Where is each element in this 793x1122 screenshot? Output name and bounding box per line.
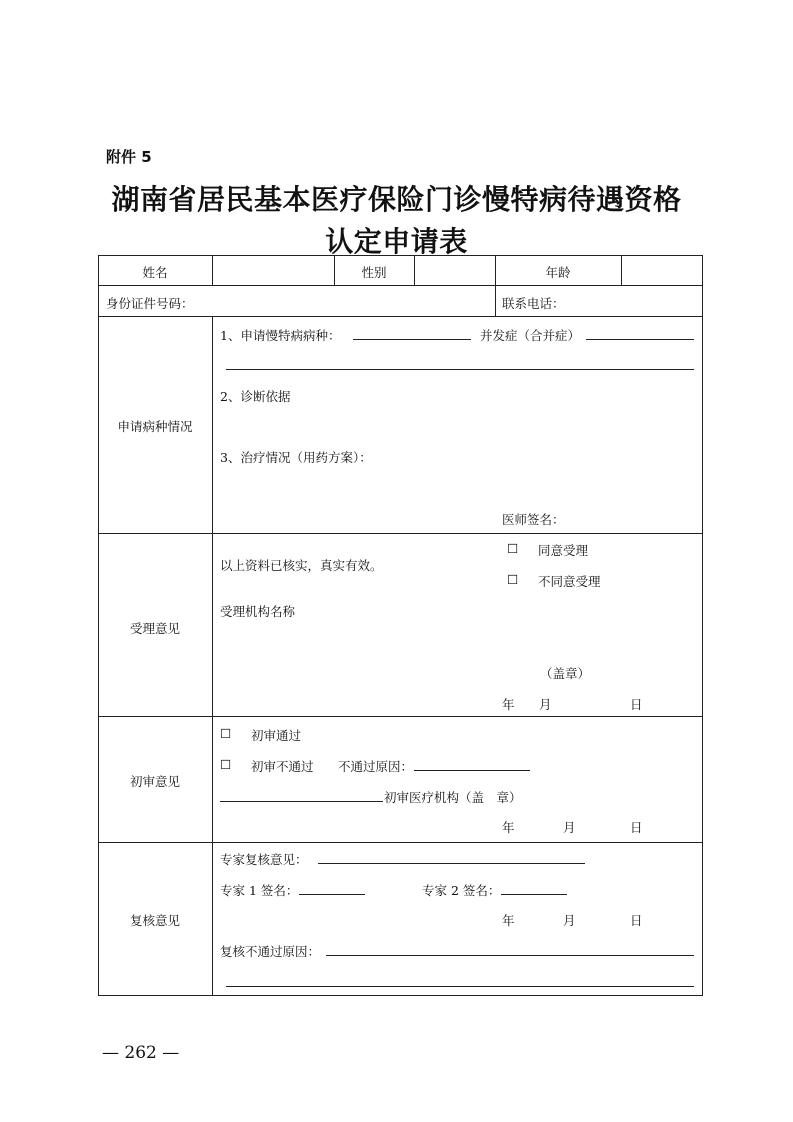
acceptance-org-label: 受理机构名称	[220, 604, 296, 619]
expert-opinion-underline[interactable]	[318, 863, 585, 864]
review-year-label: 年	[502, 913, 515, 928]
review-section-label: 复核意见	[129, 913, 180, 928]
expert1-sign-label: 专家 1 签名：	[220, 883, 299, 898]
age-label: 年龄	[545, 265, 571, 280]
preliminary-pass-label: 初审通过	[251, 728, 302, 743]
page-number: — 262 —	[102, 1043, 180, 1063]
disease-item3-label: 3、治疗情况（用药方案）：	[220, 450, 372, 465]
review-fail-reason-underline[interactable]	[326, 955, 694, 956]
acceptance-day-label: 日	[630, 697, 643, 712]
disagree-label: 不同意受理	[538, 574, 601, 589]
preliminary-org-underline[interactable]	[220, 801, 383, 802]
preliminary-month-label: 月	[563, 820, 576, 835]
review-fail-reason-label: 复核不通过原因：	[220, 944, 321, 959]
disease-extra-underline[interactable]	[226, 369, 694, 370]
disagree-checkbox[interactable]: ☐	[507, 572, 519, 587]
expert1-sign-underline[interactable]	[299, 894, 365, 895]
disease-section-label: 申请病种情况	[117, 419, 193, 434]
disease-name-underline[interactable]	[353, 339, 471, 340]
preliminary-fail-reason-underline[interactable]	[414, 770, 530, 771]
acceptance-month-label: 月	[539, 697, 552, 712]
agree-checkbox[interactable]: ☐	[507, 541, 519, 556]
preliminary-fail-checkbox[interactable]: ☐	[220, 757, 232, 772]
acceptance-seal-label: （盖章）	[540, 666, 591, 681]
form-title-line2: 认定申请表	[325, 225, 468, 258]
acceptance-year-label: 年	[502, 697, 515, 712]
acceptance-section-label: 受理意见	[129, 621, 180, 636]
preliminary-day-label: 日	[630, 820, 643, 835]
gender-field[interactable]	[416, 257, 493, 284]
name-label: 姓名	[142, 265, 168, 280]
preliminary-year-label: 年	[502, 820, 515, 835]
verified-statement: 以上资料已核实，真实有效。	[220, 558, 383, 573]
doctor-signature-label: 医师签名：	[502, 512, 565, 527]
expert2-sign-underline[interactable]	[501, 894, 567, 895]
review-day-label: 日	[630, 913, 643, 928]
review-month-label: 月	[563, 913, 576, 928]
review-extra-underline[interactable]	[226, 986, 694, 987]
preliminary-section-label: 初审意见	[129, 774, 180, 789]
expert-opinion-label: 专家复核意见：	[220, 852, 308, 867]
attachment-label: 附件 5	[106, 148, 152, 166]
age-field[interactable]	[623, 257, 700, 284]
preliminary-pass-checkbox[interactable]: ☐	[220, 726, 232, 741]
complication-label: 并发症（合并症）	[480, 328, 581, 343]
disease-item1-label: 1、申请慢特病病种：	[220, 328, 341, 343]
id-number-label: 身份证件号码：	[106, 296, 194, 311]
agree-label: 同意受理	[538, 543, 589, 558]
form-title-line1: 湖南省居民基本医疗保险门诊慢特病待遇资格	[111, 183, 682, 216]
preliminary-fail-label: 初审不通过	[251, 759, 314, 774]
expert2-sign-label: 专家 2 签名：	[422, 883, 501, 898]
preliminary-fail-reason-label: 不通过原因：	[338, 759, 414, 774]
preliminary-org-label: 初审医疗机构（盖 章）	[384, 790, 522, 805]
gender-label: 性别	[361, 265, 387, 280]
name-field[interactable]	[214, 257, 332, 284]
phone-label: 联系电话：	[502, 296, 565, 311]
complication-underline[interactable]	[586, 339, 694, 340]
disease-item2-label: 2、诊断依据	[220, 389, 291, 404]
